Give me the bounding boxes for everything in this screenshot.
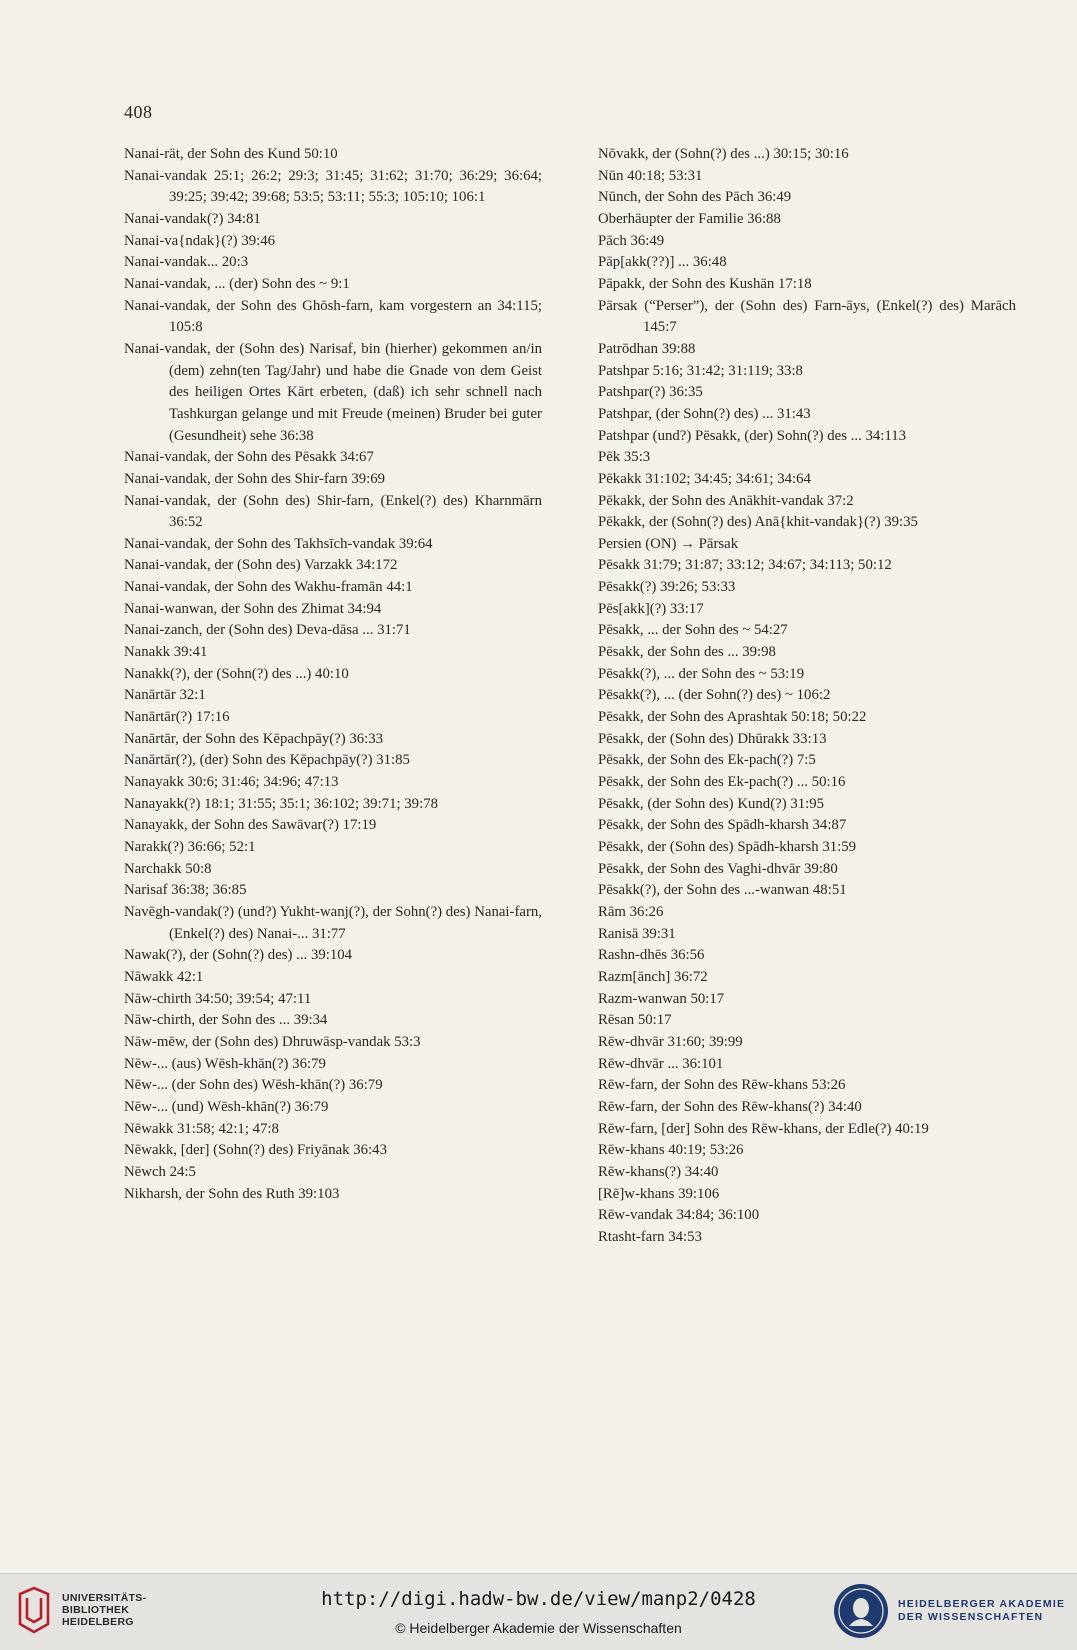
index-entry: Rēw-farn, der Sohn des Rēw-khans 53:26 xyxy=(598,1077,846,1094)
index-entry: Rashn-dhēs 36:56 xyxy=(598,947,705,964)
index-entry: Nanārtār, der Sohn des Kēpachpāy(?) 36:33 xyxy=(124,730,384,747)
index-entry: Nāw-chirth, der Sohn des ... 39:34 xyxy=(124,1012,328,1029)
index-entry: Nēwakk 31:58; 42:1; 47:8 xyxy=(124,1120,279,1137)
index-entry: Razm-wanwan 50:17 xyxy=(598,990,725,1007)
index-entry: Rēsan 50:17 xyxy=(598,1012,672,1029)
index-entry: Nanai-vandak, der (Sohn des) Varzakk 34:172 xyxy=(124,557,398,574)
index-entry: Pāp[akk(??)] ... 36:48 xyxy=(598,254,727,271)
index-entry: Nanai-vandak, der Sohn des Wakhu-framān 44:1 xyxy=(124,579,413,596)
index-entry: Pēsakk, der Sohn des Aprashtak 50:18; 50:22 xyxy=(598,709,867,726)
index-entry: Persien (ON) → Pārsak xyxy=(598,535,739,552)
library-name: UNIVERSITÄTS- BIBLIOTHEK HEIDELBERG xyxy=(62,1592,147,1628)
index-entry: Pēsakk, der (Sohn des) Spādh-kharsh 31:59 xyxy=(598,839,857,855)
index-entry: Oberhäupter der Familie 36:88 xyxy=(598,210,781,227)
index-entry: Nōvakk, der (Sohn(?) des ...) 30:15; 30:16 xyxy=(598,146,849,162)
index-entry: Rēw-farn, der Sohn des Rēw-khans(?) 34:40 xyxy=(598,1098,862,1115)
index-entry: Nanakk 39:41 xyxy=(124,644,208,661)
index-entry: Nēw-... (der Sohn des) Wēsh-khān(?) 36:79 xyxy=(124,1077,383,1094)
index-entry: Pārsak (“Perser”), der (Sohn des) Farn-āys, (Enkel(?) des) Marāch 145:7 xyxy=(598,297,1016,336)
index-entry: Nanai-rät, der Sohn des Kund 50:10 xyxy=(124,146,338,162)
index-entry: Rtasht-farn 34:53 xyxy=(598,1228,702,1245)
index-entry: Nanārtār 32:1 xyxy=(124,687,206,704)
index-entry: Pēsakk, ... der Sohn des ~ 54:27 xyxy=(598,622,788,639)
index-entry: Pēsakk, der Sohn des ... 39:98 xyxy=(598,644,776,661)
index-entry: Pēkakk, der Sohn des Anākhit-vandak 37:2 xyxy=(598,492,854,509)
index-entry: Nanai-vandak, der (Sohn des) Shir-farn, (Enkel(?) des) Kharnmārn 36:52 xyxy=(124,492,542,531)
index-entry: Pēsakk, der Sohn des Vaghi-dhvār 39:80 xyxy=(598,860,838,877)
index-entry: Nanai-vandak... 20:3 xyxy=(124,254,249,271)
index-entry: Pēsakk(?), der Sohn des ...-wanwan 48:51 xyxy=(598,882,847,899)
index-entry: Nanai-vandak, der Sohn des Takhsīch-vandak 39:64 xyxy=(124,535,433,552)
index-entry: Nēwch 24:5 xyxy=(124,1163,196,1180)
index-entry: Rām 36:26 xyxy=(598,903,664,920)
index-entry: Pēsakk, der Sohn des Ek-pach(?) 7:5 xyxy=(598,752,816,769)
index-entry: Nanayakk, der Sohn des Sawāvar(?) 17:19 xyxy=(124,817,377,834)
index-entry: Nūn 40:18; 53:31 xyxy=(598,167,703,184)
index-entry: Nanai-vandak(?) 34:81 xyxy=(124,210,261,227)
page-number: 408 xyxy=(124,102,153,122)
index-entry: Pēkakk 31:102; 34:45; 34:61; 34:64 xyxy=(598,470,811,487)
index-entry: Pēsakk, der (Sohn des) Dhūrakk 33:13 xyxy=(598,730,827,747)
index-entry: Pēsakk, (der Sohn des) Kund(?) 31:95 xyxy=(598,795,825,812)
index-entry: Narakk(?) 36:66; 52:1 xyxy=(124,839,256,855)
copyright-notice: © Heidelberger Akademie der Wissenschaften xyxy=(395,1620,682,1636)
index-entry: Rēw-vandak 34:84; 36:100 xyxy=(598,1207,760,1224)
viewer-footer xyxy=(0,1573,1077,1650)
index-entry: Rēw-khans(?) 34:40 xyxy=(598,1163,719,1180)
index-entry: Nanakk(?), der (Sohn(?) des ...) 40:10 xyxy=(124,665,349,682)
index-entry: Rēw-dhvār ... 36:101 xyxy=(598,1055,724,1072)
index-entry: Rēw-dhvār 31:60; 39:99 xyxy=(598,1033,743,1050)
index-entry: Patrōdhan 39:88 xyxy=(598,340,696,357)
academy-name: HEIDELBERGER AKADEMIE DER WISSENSCHAFTEN xyxy=(898,1598,1066,1623)
index-entry: Nanai-va{ndak}(?) 39:46 xyxy=(124,232,276,249)
index-entry: Rēw-khans 40:19; 53:26 xyxy=(598,1142,744,1159)
index-entry: Nanai-vandak, ... (der) Sohn des ~ 9:1 xyxy=(124,275,350,292)
index-entry: Razm[ānch] 36:72 xyxy=(598,968,708,985)
index-entry: Pāch 36:49 xyxy=(598,232,665,249)
index-entry: Navēgh-vandak(?) (und?) Yukht-wanj(?), der Sohn(?) des) Nanai-farn, (Enkel(?) des) Nanai-... 31:77 xyxy=(124,903,542,942)
index-entry: Pēsakk(?) 39:26; 53:33 xyxy=(598,579,736,596)
index-entry: Nēwakk, [der] (Sohn(?) des) Friyānak 36:43 xyxy=(124,1142,387,1159)
index-entry: Patshpar 5:16; 31:42; 31:119; 33:8 xyxy=(598,362,803,379)
index-entry: Pēsakk, der Sohn des Ek-pach(?) ... 50:16 xyxy=(598,774,846,791)
index-entry: Nanārtār(?), (der) Sohn des Kēpachpāy(?) 31:85 xyxy=(124,752,410,769)
index-entry: Nāwakk 42:1 xyxy=(124,968,204,985)
index-entry: Rēw-farn, [der] Sohn des Rēw-khans, der Edle(?) 40:19 xyxy=(598,1120,929,1137)
index-entry: Pēsakk 31:79; 31:87; 33:12; 34:67; 34:113; 50:12 xyxy=(598,557,892,574)
index-entry: Nanayakk 30:6; 31:46; 34:96; 47:13 xyxy=(124,774,339,791)
index-entry: Pēsakk(?), ... der Sohn des ~ 53:19 xyxy=(598,665,805,682)
index-entry: Nanai-vandak 25:1; 26:2; 29:3; 31:45; 31:62; 31:70; 36:29; 36:64; 39:25; 39:42; 39:68; 53:5; 53:11; 55:3; 105:10; 106:1 xyxy=(124,167,542,206)
index-entry: Narchakk 50:8 xyxy=(124,860,212,877)
index-entry: Nanai-vandak, der Sohn des Shir-farn 39:69 xyxy=(124,470,386,487)
index-entry: Nanai-vandak, der (Sohn des) Narisaf, bin (hierher) gekommen an/in (dem) zehn(ten Tag/Jahr) und habe die Gnade von dem Geist des heiligen Ortes Kārt erbeten, (daß) ich sehr schnell nach Tashkurgan gelange und mit Freude (meinen) Bruder bei guter (Gesundheit) sehe 36:38 xyxy=(124,340,542,444)
index-entry: Pēs[akk](?) 33:17 xyxy=(598,600,704,617)
permalink-url[interactable]: http://digi.hadw-bw.de/view/manp2/0428 xyxy=(321,1588,756,1610)
index-column-left xyxy=(124,144,542,1205)
index-entry: Patshpar(?) 36:35 xyxy=(598,384,703,401)
index-entry: Nawak(?), der (Sohn(?) des) ... 39:104 xyxy=(124,947,353,964)
index-entry: Nanai-zanch, der (Sohn des) Deva-dāsa ... 31:71 xyxy=(124,622,411,639)
index-entry: Narisaf 36:38; 36:85 xyxy=(124,882,247,899)
index-entry: Patshpar (und?) Pēsakk, (der) Sohn(?) des ... 34:113 xyxy=(598,427,907,444)
index-entry: Ranisā 39:31 xyxy=(598,925,676,942)
index-entry: [Rē]w-khans 39:106 xyxy=(598,1185,720,1202)
index-entry: Pāpakk, der Sohn des Kushān 17:18 xyxy=(598,275,812,292)
index-entry: Nikharsh, der Sohn des Ruth 39:103 xyxy=(124,1185,340,1202)
index-entry: Nēw-... (aus) Wēsh-khān(?) 36:79 xyxy=(124,1055,326,1072)
index-entry: Patshpar, (der Sohn(?) des) ... 31:43 xyxy=(598,405,811,422)
index-entry: Nanayakk(?) 18:1; 31:55; 35:1; 36:102; 39:71; 39:78 xyxy=(124,795,438,812)
index-entry: Nūnch, der Sohn des Pāch 36:49 xyxy=(598,189,792,206)
index-entry: Pēk 35:3 xyxy=(598,449,651,466)
hadw-seal-logo-icon xyxy=(832,1582,890,1640)
index-entry: Pēkakk, der (Sohn(?) des) Anā{khit-vandak}(?) 39:35 xyxy=(598,514,918,531)
index-column-right xyxy=(598,144,1016,1248)
index-entry: Nanai-vandak, der Sohn des Pēsakk 34:67 xyxy=(124,449,374,466)
index-entry: Nēw-... (und) Wēsh-khān(?) 36:79 xyxy=(124,1098,329,1115)
index-entry: Nanai-vandak, der Sohn des Ghōsh-farn, kam vorgestern an 34:115; 105:8 xyxy=(124,297,542,336)
index-entry: Pēsakk(?), ... (der Sohn(?) des) ~ 106:2 xyxy=(598,687,831,704)
index-entry: Nanārtār(?) 17:16 xyxy=(124,709,230,726)
index-entry: Nanai-wanwan, der Sohn des Zhimat 34:94 xyxy=(124,600,382,617)
index-entry: Nāw-mēw, der (Sohn des) Dhruwāsp-vandak 53:3 xyxy=(124,1033,421,1050)
index-entry: Pēsakk, der Sohn des Spādh-kharsh 34:87 xyxy=(598,817,847,834)
index-entry: Nāw-chirth 34:50; 39:54; 47:11 xyxy=(124,990,312,1007)
